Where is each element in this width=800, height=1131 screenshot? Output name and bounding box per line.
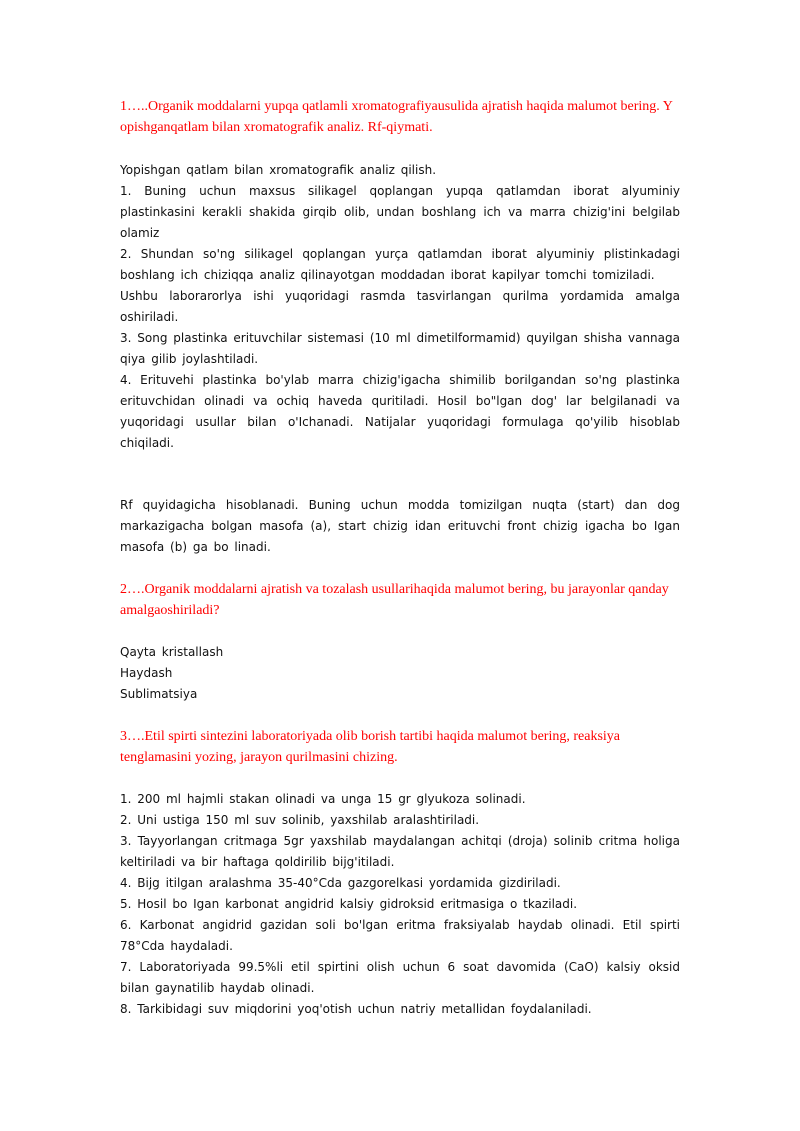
step-item: 4. Bijg itilgan aralashma 35-40°Cda gazgorelkasi yordamida gizdiriladi. bbox=[120, 876, 561, 890]
answer-3-steps bbox=[120, 789, 680, 1020]
question-2-title: 2….Organik moddalarni ajratish va tozalash usullarihaqida malumot bering, bu jarayonlar qanday amalgaoshiriladi? bbox=[120, 582, 669, 618]
step-item: 3. Tayyorlangan critmaga 5gr yaxshilab maydalangan achitqi (droja) solinib critma holiga keltiriladi va bir haftaga qoldirilib bijg'itiladi. bbox=[120, 834, 680, 869]
list-item: Sublimatsiya bbox=[120, 687, 198, 701]
step-item: 5. Hosil bo Igan karbonat angidrid kalsiy gidroksid eritmasiga o tkaziladi. bbox=[120, 897, 578, 911]
list-item: Haydash bbox=[120, 666, 173, 680]
answer-1-paragraph: 3. Song plastinka erituvchilar sistemasi (10 ml dimetilformamid) quyilgan shisha vannaga qiya gilib joylashtiladi. bbox=[120, 331, 680, 366]
answer-1-paragraph: 2. Shundan so'ng silikagel qoplangan yurça qatlamdan iborat alyuminiy plistinkadagi boshlang ich chiziqqa analiz qilinayotgan moddadan iborat kapilyar tomchi tomiziladi. bbox=[120, 247, 680, 282]
answer-1-intro: Yopishgan qatlam bilan xromatografik analiz qilish. bbox=[120, 163, 437, 177]
list-item: Qayta kristallash bbox=[120, 645, 224, 659]
question-1-title: 1…..Organik moddalarni yupqa qatlamli xromatografiyausulida ajratish haqida malumot bering. Y opishganqatlam bilan xromatografik analiz. Rf-qiymati. bbox=[120, 99, 673, 135]
answer-1-paragraph: Ushbu laborarorlya ishi yuqoridagi rasmda tasvirlangan qurilma yordamida amalga oshiriladi. bbox=[120, 289, 680, 324]
answer-2-list bbox=[120, 642, 680, 705]
answer-1-steps bbox=[120, 181, 680, 454]
step-item: 8. Tarkibidagi suv miqdorini yoq'otish uchun natriy metallidan foydalaniladi. bbox=[120, 1002, 592, 1016]
answer-1-paragraph: 1. Buning uchun maxsus silikagel qoplangan yupqa qatlamdan iborat alyuminiy plastinkasini kerakli shakida girqib olib, undan boshlang ich va marra chizig'ini belgilab olamiz bbox=[120, 184, 680, 240]
step-item: 6. Karbonat angidrid gazidan soli bo'lgan eritma fraksiyalab haydab olinadi. Etil spirti 78°Cda haydaladi. bbox=[120, 918, 680, 953]
step-item: 2. Uni ustiga 150 ml suv solinib, yaxshilab aralashtiriladi. bbox=[120, 813, 480, 827]
question-3-title: 3….Etil spirti sintezini laboratoriyada olib borish tartibi haqida malumot bering, reaksiya tenglamasini yozing, jarayon qurilmasini chizing. bbox=[120, 729, 620, 765]
rf-explanation: Rf quyidagicha hisoblanadi. Buning uchun modda tomizilgan nuqta (start) dan dog markazigacha bolgan masofa (a), start chizig idan erituvchi front chizig igacha bo Igan masofa (b) ga bo linadi. bbox=[120, 498, 680, 554]
step-item: 1. 200 ml hajmli stakan olinadi va unga 15 gr glyukoza solinadi. bbox=[120, 792, 526, 806]
answer-1-paragraph: 4. Erituvehi plastinka bo'ylab marra chizig'igacha shimilib borilgandan so'ng plastinka erituvchidan olinadi va ochiq haveda quritiladi. Hosil bo"lgan dog' lar belgilanadi va yuqoridagi usullar bilan o'Ichanadi. Natijalar yuqoridagi formulaga qo'yilib hisoblab chiqiladi. bbox=[120, 373, 680, 450]
step-item: 7. Laboratoriyada 99.5%li etil spirtini olish uchun 6 soat davomida (CaO) kalsiy oksid bilan gaynatilib haydab olinadi. bbox=[120, 960, 680, 995]
